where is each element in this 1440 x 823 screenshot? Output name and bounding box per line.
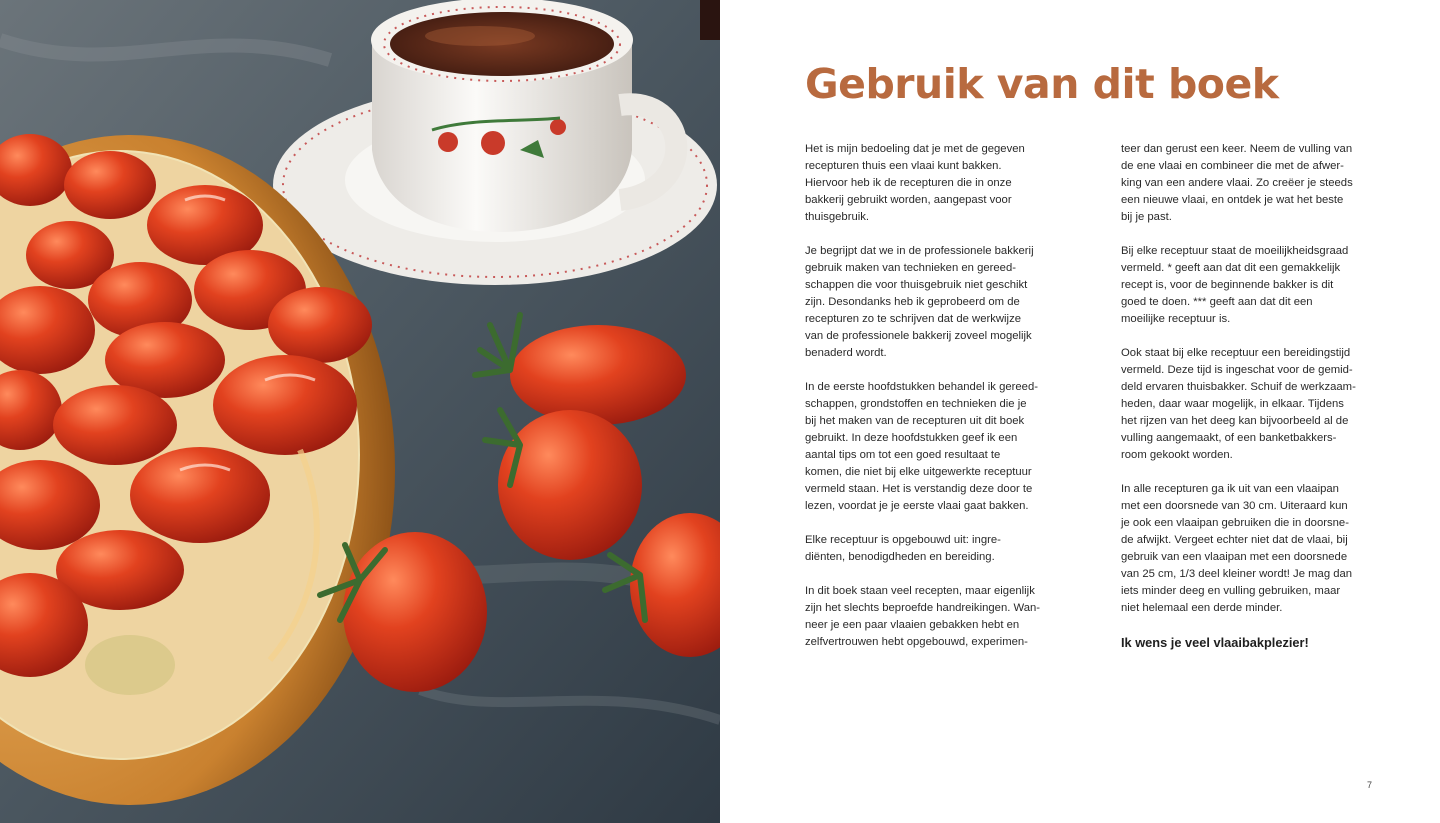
- text-line: Elke receptuur is opgebouwd uit: ingre-: [805, 534, 1001, 546]
- text-line: vermeld. Deze tijd is ingeschat voor de gemid-: [1121, 364, 1353, 376]
- text-line: met een doorsnede van 30 cm. Uiteraard kun: [1121, 500, 1348, 512]
- text-line: In dit boek staan veel recepten, maar eigenlijk: [805, 585, 1035, 597]
- text-line: recept is, voor de beginnende bakker is dit: [1121, 279, 1334, 291]
- text-line: zijn. Desondanks heb ik geprobeerd om de: [805, 296, 1020, 308]
- text-line: bakkerij gebruikt worden, aangepast voor: [805, 194, 1012, 206]
- text-line: recepturen zo te schrijven dat de werkwijze: [805, 313, 1021, 325]
- text-page: [720, 0, 1440, 823]
- paragraph: [805, 243, 1057, 362]
- text-line: goed te doen. *** geeft aan dat dit een: [1121, 296, 1313, 308]
- text-line: schappen, grondstoffen en technieken die je: [805, 398, 1027, 410]
- paragraph: [1121, 481, 1373, 617]
- text-line: iets minder deeg en vulling gebruiken, maar: [1121, 585, 1341, 597]
- text-line: komen, die niet bij elke uitgewerkte receptuur: [805, 466, 1032, 478]
- text-line: In alle recepturen ga ik uit van een vlaaipan: [1121, 483, 1339, 495]
- text-line: het rijzen van het deeg kan bijvoorbeeld al de: [1121, 415, 1349, 427]
- text-line: zijn het slechts beproefde handreikingen. Wan-: [805, 602, 1041, 614]
- text-line: king van een andere vlaai. Zo creëer je steeds: [1121, 177, 1353, 189]
- text-line: van de professionele bakkerij zoveel mogelijk: [805, 330, 1032, 342]
- paragraph: [1121, 345, 1373, 464]
- text-line: benaderd wordt.: [805, 347, 887, 359]
- text-line: Bij elke receptuur staat de moeilijkheidsgraad: [1121, 245, 1349, 257]
- text-line: neer je een paar vlaaien gebakken hebt en: [805, 619, 1020, 631]
- text-line: vulling aangemaakt, of een banketbakkers-: [1121, 432, 1337, 444]
- text-line: van 25 cm, 1/3 deel kleiner wordt! Je mag dan: [1121, 568, 1353, 580]
- text-line: zelfvertrouwen hebt opgebouwd, experimen-: [805, 636, 1028, 648]
- text-line: thuisgebruik.: [805, 211, 870, 223]
- text-line: room gekookt worden.: [1121, 449, 1233, 461]
- text-line: In de eerste hoofdstukken behandel ik gereed-: [805, 381, 1039, 393]
- text-line: recepturen thuis een vlaai kunt bakken.: [805, 160, 1002, 172]
- text-line: niet helemaal een derde minder.: [1121, 602, 1283, 614]
- text-line: bij je past.: [1121, 211, 1172, 223]
- text-line: Ook staat bij elke receptuur een bereidingstijd: [1121, 347, 1351, 359]
- left-text-column: [805, 141, 1057, 668]
- page-number: 7: [1367, 780, 1373, 790]
- text-line: gebruik van een vlaaipan met een doorsnede: [1121, 551, 1348, 563]
- text-line: vermeld. * geeft aan dat dit een gemakkelijk: [1121, 262, 1341, 274]
- text-line: gebruik maken van technieken en gereed-: [805, 262, 1017, 274]
- closing-line: Ik wens je veel vlaaibakplezier!: [1121, 635, 1309, 650]
- right-text-column: [1121, 141, 1373, 651]
- text-line: heden, daar waar mogelijk, in elkaar. Tijdens: [1121, 398, 1344, 410]
- text-line: teer dan gerust een keer. Neem de vulling van: [1121, 143, 1353, 155]
- text-line: vermeld staan. Het is verstandig deze door te: [805, 483, 1033, 495]
- text-line: schappen die voor thuisgebruik niet geschikt: [805, 279, 1028, 291]
- text-line: een nieuwe vlaai, en ontdek je wat het beste: [1121, 194, 1344, 206]
- paragraph: [1121, 141, 1373, 226]
- text-line: Het is mijn bedoeling dat je met de gegeven: [805, 143, 1025, 155]
- text-line: je ook een vlaaipan gebruiken die in doorsne-: [1121, 517, 1349, 529]
- paragraph: [805, 379, 1057, 515]
- text-line: deld ervaren thuisbakker. Schuif de werkzaam-: [1121, 381, 1356, 393]
- page-title: Gebruik van dit boek: [805, 60, 1279, 108]
- text-line: Je begrijpt dat we in de professionele bakkerij: [805, 245, 1034, 257]
- text-line: aantal tips om tot een goed resultaat te: [805, 449, 1001, 461]
- paragraph: [1121, 243, 1373, 328]
- text-line: de ene vlaai en combineer die met de afwer-: [1121, 160, 1344, 172]
- paragraph: [805, 583, 1057, 651]
- paragraph: [805, 532, 1057, 566]
- text-line: bij het maken van de recepturen uit dit boek: [805, 415, 1025, 427]
- text-line: moeilijke receptuur is.: [1121, 313, 1231, 325]
- text-line: de afwijkt. Vergeet echter niet dat de vlaai, bij: [1121, 534, 1348, 546]
- text-line: Hiervoor heb ik de recepturen die in onze: [805, 177, 1012, 189]
- text-line: gebruikt. In deze hoofdstukken geef ik een: [805, 432, 1018, 444]
- paragraph: [805, 141, 1057, 226]
- text-line: lezen, voordat je je eerste vlaai gaat bakken.: [805, 500, 1029, 512]
- text-line: diënten, benodigdheden en bereiding.: [805, 551, 995, 563]
